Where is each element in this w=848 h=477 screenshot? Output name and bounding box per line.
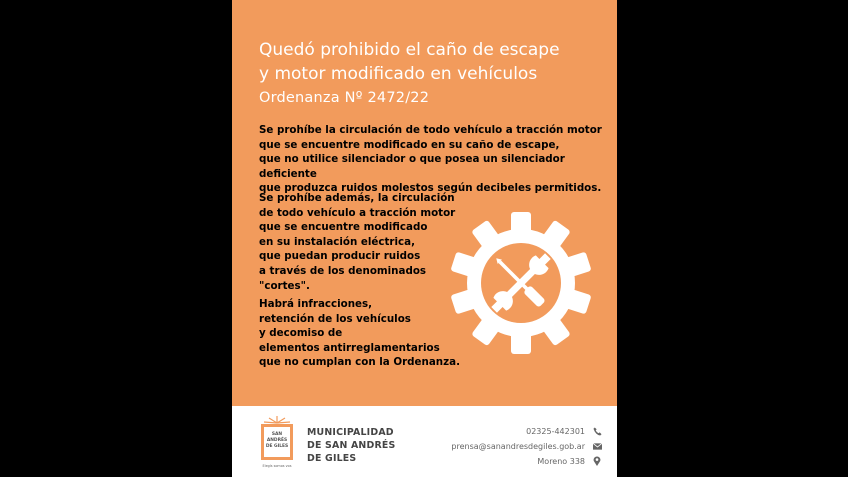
svg-text:DE GILES: DE GILES [265, 444, 289, 449]
phone-icon [591, 427, 603, 436]
phone-text: 02325-442301 [526, 426, 585, 436]
poster-title [259, 38, 599, 86]
gear-tools-icon [450, 212, 592, 354]
paragraph-prohibition: Se prohíbe la circulación de todo vehículo a tracción motor que se encuentre modificado en su caño de escape, que no utilice silenciador o que posea un silenciador deficiente que produzca ruidos molestos según decibeles permitidos. [259, 124, 602, 195]
mail-icon [591, 443, 603, 450]
address-text: Moreno 338 [537, 456, 585, 466]
ordinance-number: Ordenanza Nº 2472/22 [259, 90, 430, 106]
contact-email [423, 439, 603, 453]
contact-address [423, 454, 603, 468]
svg-text:Elegís somos vos: Elegís somos vos [262, 464, 292, 468]
svg-text:SAN: SAN [271, 432, 283, 437]
svg-text:ANDRÉS: ANDRÉS [266, 438, 288, 443]
title-line-2: y motor modificado en vehículos [259, 64, 538, 84]
municipality-name: MUNICIPALIDAD DE SAN ANDRÉS DE GILES [307, 427, 396, 464]
location-pin-icon [591, 456, 603, 466]
contact-info [423, 424, 603, 469]
title-line-1: Quedó prohibido el caño de escape [259, 40, 560, 60]
contact-phone [423, 424, 603, 438]
ordinance-poster [232, 0, 617, 477]
email-text: prensa@sanandresdegiles.gob.ar [451, 441, 585, 451]
footer [232, 406, 617, 477]
paragraph-penalties: Habrá infracciones, retención de los vehículos y decomiso de elementos antirreglamentarios que no cumplan con la Ordenanza. [259, 298, 460, 369]
paragraph-electrical: Se prohíbe además, la circulación de todo vehículo a tracción motor que se encuentre modificado en su instalación eléctrica, que puedan producir ruidos a través de los denominados "cortes". [259, 192, 456, 292]
municipality-logo [258, 413, 296, 473]
